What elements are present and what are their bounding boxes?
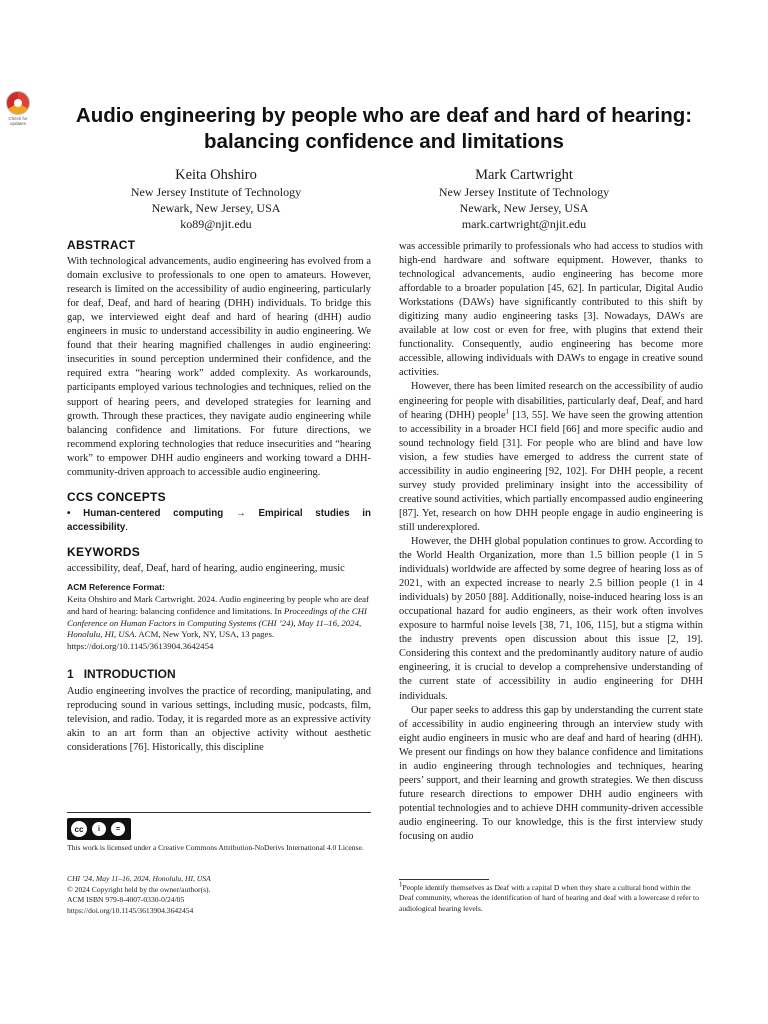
footnote-marker[interactable]: 1 (505, 407, 510, 416)
author-name: Keita Ohshiro (175, 167, 257, 183)
author-location: Newark, New Jersey, USA (151, 201, 281, 215)
ccs-item-text: • Human-centered computing → Empirical studies in accessibility (67, 507, 371, 533)
author-affiliation: New Jersey Institute of Technology (130, 185, 302, 199)
paragraph: However, the DHH global population continues to grow. According to the World Health Organization, more than 1.5 billion people (1 in 5 individuals) worldwide are affected by some degree of hearing loss as of 2021, with an expected increase to nearly 2.5 billion people (1 in 4 individuals) by 2050 [88]. Additionally, noise-induced hearing loss is an occupational hazard for audio engineers, as their work often involves exposure to harmful noise levels [38, 71, 106, 115], but a stigma within the industry prevents open discussion about this issue [2, 19]. Considering this context and the predominantly auditory nature of audio engineering, it is crucial to develop a comprehensive understanding of the current state of accessibility in audio engineering for DHH individuals. (399, 535, 703, 702)
nd-icon: = (110, 821, 126, 837)
left-column (67, 238, 371, 755)
paragraph: was accessible primarily to professionals who had access to studios with high-end hardware and software equipment. However, thanks to technological advancements, audio engineering has become more affordable to a broader population [45, 62]. In particular, Digital Audio Workstations (DAWs) have significantly contributed to this shift by digitizing many audio engineering tasks [3]. Nowadays, DAWs are available at low cost or even for free, with plugins that extend their functionality. Consequently, audio engineering has become more accessible, allowing individuals with DAWs to engage in creative sound activities. (399, 241, 703, 379)
conference-name: CHI ’24, May 11–16, 2024, Honolulu, HI, USA (67, 874, 211, 883)
author-block-1 (66, 166, 366, 232)
author-name: Mark Cartwright (475, 167, 573, 183)
introduction-heading (67, 667, 371, 681)
author-email[interactable]: ko89@njit.edu (180, 217, 252, 231)
creative-commons-license-icon[interactable] (67, 818, 131, 840)
footnote (399, 880, 703, 914)
abstract-heading: ABSTRACT (67, 238, 136, 252)
author-affiliation: New Jersey Institute of Technology (438, 185, 610, 199)
paper-title (40, 103, 728, 155)
cc-icon: cc (70, 820, 88, 838)
ccs-item (67, 507, 371, 535)
acm-reference-venue: Proceedings of the CHI Conference on Human Factors in Computing Systems (CHI ’24), May 11–16, 2024, Honolulu, HI, USA (67, 605, 367, 640)
doi-link[interactable]: https://doi.org/10.1145/3613904.3642454 (67, 905, 194, 915)
license-divider (67, 812, 371, 813)
keywords-text: accessibility, deaf, Deaf, hard of hearing, audio engineering, music (67, 562, 345, 574)
acm-reference-authors: Keita Ohshiro and Mark Cartwright. 2024. Audio engineering by people who are deaf and hard of hearing: balancing confidence and limitations. In (67, 594, 369, 616)
footnote-number: 1 (399, 880, 403, 889)
footnote-divider (399, 879, 489, 880)
ccs-heading: CCS CONCEPTS (67, 489, 166, 504)
section-number: 1 (67, 667, 74, 682)
footnote-text: People identify themselves as Deaf with a capital D when they share a cultural bond within the Deaf community, whereas the identification of hard of hearing and deaf with a lowercase d refer to audiological hearing levels. (399, 883, 699, 913)
isbn: ACM ISBN 979-8-4007-0330-0/24/05 (67, 895, 185, 905)
abstract-text: With technological advancements, audio engineering has evolved from a domain exclusive to professionals to one open to amateurs. However, research is limited on the accessibility of audio engineering, particularly for deaf, Deaf, and hard of hearing (DHH) individuals. To bridge this gap, we interviewed eight deaf and hard of hearing (dHH) audio engineers in music to understand accessibility in audio engineering. We found that their hearing magnified challenges in audio engineering: insecurities in sound perception undermined their confidence, and the required extra “hearing work” added complexity. As workarounds, participants employed various technologies and techniques, relied on the support of hearing peers, and developed strategies for learning and growth. Through these practices, they navigate audio engineering while balancing confidence and limitations. For future directions, we recommend exploring technologies that reduce insecurities and “hearing work” to empower DHH audio engineers and working toward a DHH-community-driven approach to accessible audio engineering. (67, 256, 371, 478)
acm-reference-heading: ACM Reference Format: (67, 582, 165, 593)
section-title: INTRODUCTION (83, 667, 176, 682)
author-email[interactable]: mark.cartwright@njit.edu (461, 217, 587, 231)
check-for-updates-badge[interactable] (3, 91, 33, 127)
license-text: This work is licensed under a Creative Commons Attribution-NoDerivs International 4.0 License. (67, 843, 364, 852)
check-for-updates-label: Check for updates (8, 116, 28, 126)
author-location: Newark, New Jersey, USA (459, 201, 589, 215)
ccs-item-tail: . (125, 521, 128, 533)
paragraph (399, 380, 703, 535)
check-for-updates-icon (6, 91, 30, 115)
keywords-heading: KEYWORDS (67, 544, 141, 559)
copyright: © 2024 Copyright held by the owner/author(s). (67, 884, 211, 894)
publication-info (67, 874, 371, 916)
paragraph-text: [13, 55]. We have seen the growing attention to accessibility in a broader HCI field [66] and more specific audio and sound technology field [31]. For people who are blind and have low vision, a few studies have emerged to address the current state of accessibility in audio engineering [92, 102]. For DHH people, a recent survey study provided preliminary insight into the accessibility of creative sound activities, which partially encompassed audio engineering [87]. Yet, research on how DHH people engage in audio engineering is still underexplored. (399, 409, 703, 533)
right-column (399, 240, 703, 844)
paragraph: Our paper seeks to address this gap by understanding the current state of accessibility in audio engineering through an interview study with eight audio engineers in music who are deaf and hard of hearing (dHH). We present our findings on how they balance confidence and limitations in audio engineering through technologies and techniques, hearing peers’ support, and their learning and growth strategies. We then discuss future research directions to empower DHH audio engineers with potential technologies and to achieve DHH community-driven accessible audio engineering. To our knowledge, this is the first interview study focusing on audio (399, 704, 703, 842)
conference-info (67, 874, 371, 885)
title-line-2: balancing confidence and limitations (204, 130, 564, 153)
acm-reference-text (67, 594, 371, 653)
author-block-2 (374, 166, 674, 232)
title-line-1: Audio engineering by people who are deaf and hard of hearing: (75, 104, 693, 127)
paragraph-text: However, there has been limited research on the accessibility of audio engineering for people with disabilities, particularly deaf, Deaf, and hard of hearing (DHH) people (399, 381, 703, 421)
acm-reference-tail: . ACM, New York, NY, USA, 13 pages. https://doi.org/10.1145/3613904.3642454 (67, 629, 275, 652)
introduction-text: Audio engineering involves the practice of recording, manipulating, and reproducing sound in various settings, including music, podcasts, film, television, and radio. Today, it is regarded more as an expressive activity akin to an art form than an objective activity without aesthetic considerations [76]. Historically, this discipline (67, 686, 371, 754)
by-icon: i (91, 821, 107, 837)
